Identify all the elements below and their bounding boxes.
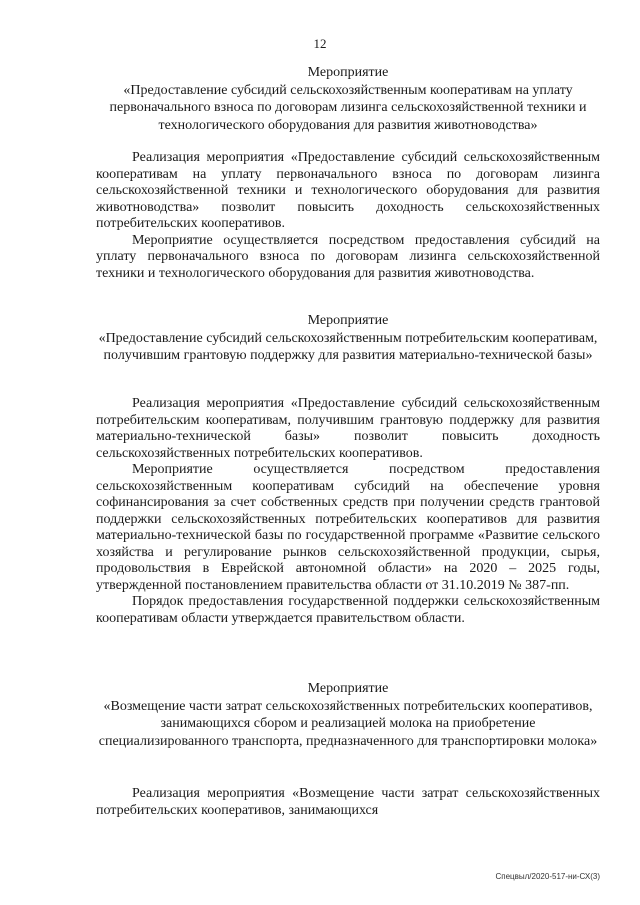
section-2-heading-block: [96, 312, 600, 365]
section-2-paragraph-1: Реализация мероприятия «Предоставление субсидий сельскохозяйственным потребительским кооперативам, получившим грантовую поддержку для развития материально-технической базы» позволит повысить доходность сельскохозяйственных потребительских кооперативов.: [96, 396, 600, 461]
section-3-paragraph-1: Реализация мероприятия «Возмещение части затрат сельскохозяйственных потребительских кооперативов, занимающихся: [96, 786, 600, 818]
section-1-body: [96, 150, 600, 282]
section-2-heading: Мероприятие: [307, 313, 389, 328]
section-3-heading: Мероприятие: [307, 681, 389, 696]
section-2-title: «Предоставление субсидий сельскохозяйственным потребительским кооперативам, получившим грантовую поддержку для развития материально-технической базы»: [98, 330, 598, 363]
page-number: 12: [313, 36, 327, 51]
section-1-heading-block: [96, 64, 600, 134]
section-3-body: [96, 786, 600, 819]
section-1-paragraph-2: Мероприятие осуществляется посредством предоставления субсидий на уплату первоначального взноса по договорам лизинга сельскохозяйственной техники и технологического оборудования для развития животноводства.: [96, 232, 600, 281]
section-1-paragraph-1: Реализация мероприятия «Предоставление субсидий сельскохозяйственным кооперативам на уплату первоначального взноса по договорам лизинга сельскохозяйственной техники и технологического оборудования для развития животноводства» позволит повысить доходность сельскохозяйственных потребительских кооперативов.: [96, 150, 600, 231]
section-1-title: «Предоставление субсидий сельскохозяйственным кооперативам на уплату первоначального взноса по договорам лизинга сельскохозяйственной техники и технологического оборудования для развития животноводства»: [109, 82, 587, 133]
section-2-paragraph-2: Мероприятие осуществляется посредством предоставления сельскохозяйственным кооперативам субсидий на обеспечение уровня софинансирования за счет собственных средств при получении средств грантовой поддержки сельскохозяйственных потребительских кооперативов для развития материально-технической базы по государственной программе «Развитие сельского хозяйства и регулирование рынков сельскохозяйственной продукции, сырья, продовольствия в Еврейской автономной области» на 2020 – 2025 годы, утвержденной постановлением правительства области от 31.10.2019 № 387-пп.: [96, 462, 600, 593]
section-2-paragraph-3: Порядок предоставления государственной поддержки сельскохозяйственным кооперативам области утверждается правительством области.: [96, 594, 600, 626]
section-3-title: «Возмещение части затрат сельскохозяйственных потребительских кооперативов, занимающихся сбором и реализацией молока на приобретение специализированного транспорта, предназначенного для транспортировки молока»: [98, 698, 598, 749]
section-3-heading-block: [96, 680, 600, 750]
footer-document-code: Спецвыл/2020-517-ни-СХ(3): [495, 872, 600, 881]
section-1-heading: Мероприятие: [307, 65, 389, 80]
section-2-body: [96, 396, 600, 627]
